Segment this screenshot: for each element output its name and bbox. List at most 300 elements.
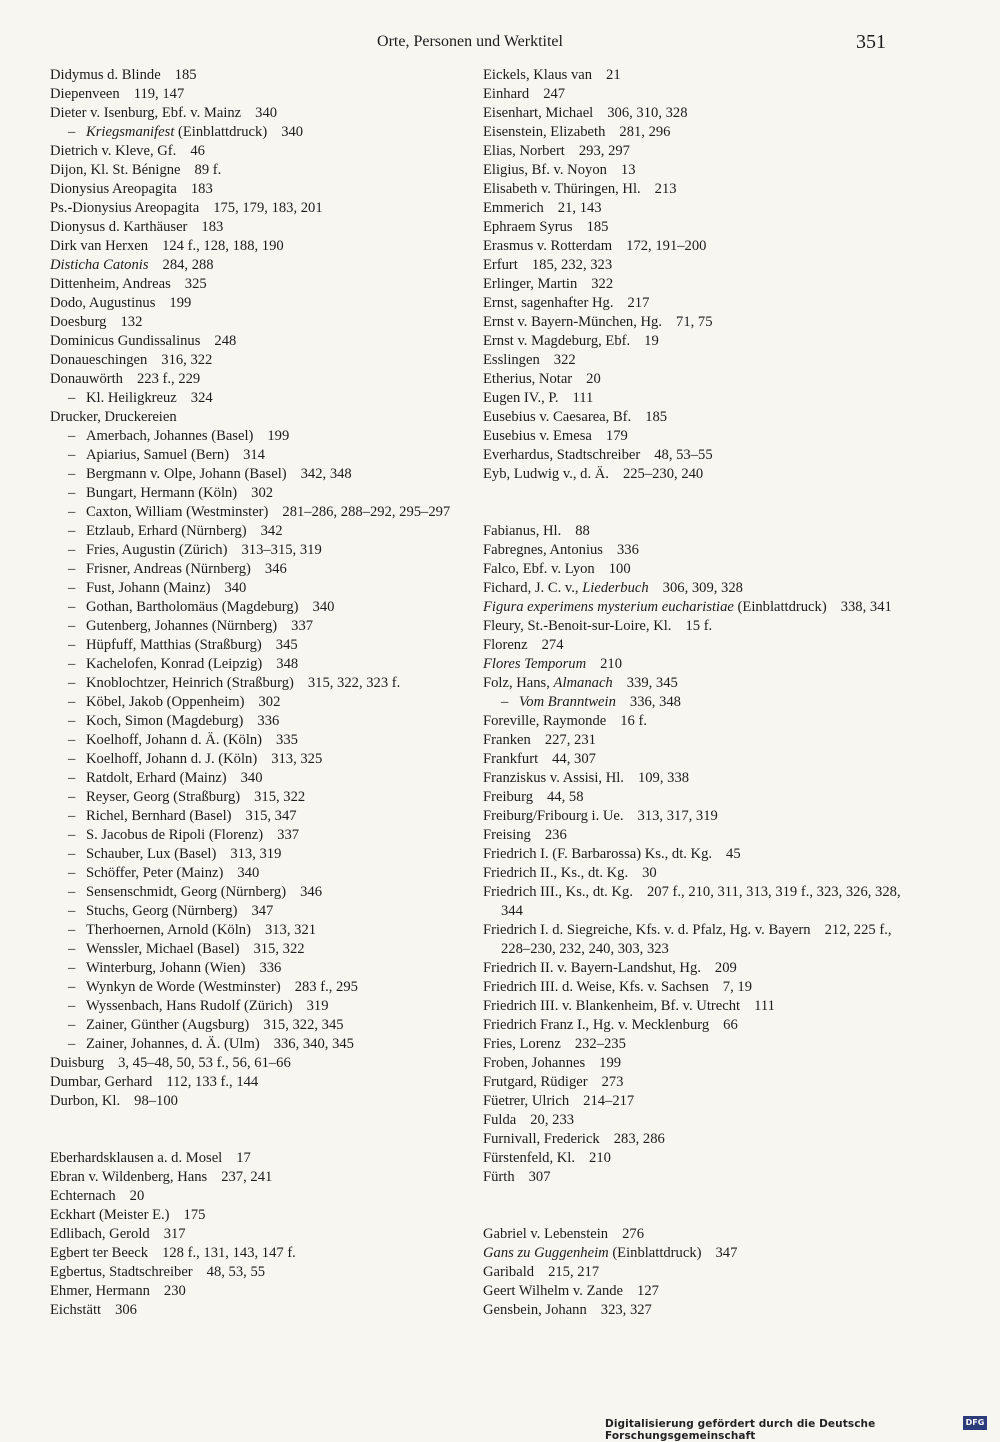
entry-page-refs: 21, 143 <box>557 200 602 216</box>
entry-page-refs: 323, 327 <box>600 1302 652 1318</box>
subentry-dash: – <box>68 504 76 520</box>
index-entry <box>50 237 470 256</box>
entry-term: Eusebius v. Caesarea, Bf. <box>483 409 632 425</box>
index-entry <box>483 275 913 294</box>
index-entry <box>50 1244 470 1263</box>
index-entry <box>50 332 470 351</box>
index-entry <box>50 1054 470 1073</box>
entry-term: Fulda <box>483 1112 517 1128</box>
entry-term: Durbon, Kl. <box>50 1093 121 1109</box>
entry-page-refs: 313, 319 <box>230 846 282 862</box>
index-entry <box>483 1092 913 1111</box>
index-entry <box>483 655 913 674</box>
index-entry <box>50 66 470 85</box>
entry-page-refs: 172, 191–200 <box>626 238 707 254</box>
entry-page-refs: 199 <box>169 295 192 311</box>
subentry-dash: – <box>501 694 509 710</box>
subentry-dash: – <box>68 675 76 691</box>
index-entry <box>50 142 470 161</box>
entry-page-refs: 340 <box>237 865 260 881</box>
entry-term: Friedrich II. v. Bayern-Landshut, Hg. <box>483 960 701 976</box>
index-subentry <box>50 674 470 693</box>
subentry-dash: – <box>68 618 76 634</box>
index-subentry <box>50 883 470 902</box>
index-entry <box>483 1130 913 1149</box>
entry-term: Schauber, Lux (Basel) <box>86 846 217 862</box>
entry-term: Hüpfuff, Matthias (Straßburg) <box>86 637 262 653</box>
index-entry <box>483 978 913 997</box>
entry-term: Ratdolt, Erhard (Mainz) <box>86 770 227 786</box>
index-entry <box>50 1206 470 1225</box>
index-entry <box>50 256 470 275</box>
subentry-dash: – <box>68 637 76 653</box>
entry-term: Therhoernen, Arnold (Köln) <box>86 922 251 938</box>
index-subentry <box>50 484 470 503</box>
entry-term: (Einblattdruck) <box>174 124 268 140</box>
entry-page-refs: 185 <box>586 219 609 235</box>
index-entry <box>483 85 913 104</box>
entry-term: Sensenschmidt, Georg (Nürnberg) <box>86 884 287 900</box>
entry-page-refs: 111 <box>754 998 775 1014</box>
entry-title-italic: Gans zu Guggenheim <box>483 1245 609 1261</box>
index-entry <box>483 617 913 636</box>
entry-page-refs: 183 <box>201 219 224 235</box>
index-subentry <box>50 1016 470 1035</box>
index-subentry <box>50 864 470 883</box>
entry-term: Stuchs, Georg (Nürnberg) <box>86 903 238 919</box>
entry-term: Ebran v. Wildenberg, Hans <box>50 1169 208 1185</box>
entry-page-refs: 336 <box>617 542 639 558</box>
footer-credit: Digitalisierung gefördert durch die Deutsche Forschungsgemeinschaft <box>605 1418 876 1442</box>
entry-term: Franken <box>483 732 531 748</box>
entry-page-refs: 185, 232, 323 <box>531 257 613 273</box>
entry-page-refs: 213 <box>654 181 677 197</box>
entry-term: Fürstenfeld, Kl. <box>483 1150 576 1166</box>
index-entry <box>483 1225 913 1244</box>
subentry-dash: – <box>68 922 76 938</box>
index-subentry <box>50 902 470 921</box>
entry-term: Gutenberg, Johannes (Nürnberg) <box>86 618 278 634</box>
index-subentry <box>50 750 470 769</box>
subentry-dash: – <box>68 542 76 558</box>
entry-term: Gabriel v. Lebenstein <box>483 1226 609 1242</box>
index-entry <box>50 218 470 237</box>
index-entry <box>50 370 470 389</box>
entry-term: Drucker, Druckereien <box>50 409 177 425</box>
index-entry <box>483 66 913 85</box>
entry-page-refs: 30 <box>642 865 657 881</box>
entry-term: Florenz <box>483 637 528 653</box>
entry-term: Dirk van Herxen <box>50 238 149 254</box>
entry-page-refs: 315, 322 <box>253 941 305 957</box>
entry-page-refs: 307 <box>528 1169 551 1185</box>
entry-page-refs: 209 <box>714 960 737 976</box>
entry-term: Caxton, William (Westminster) <box>86 504 269 520</box>
entry-term: Frutgard, Rüdiger <box>483 1074 588 1090</box>
entry-term: Friedrich I. d. Siegreiche, Kfs. v. d. Pfalz, Hg. v. Bayern <box>483 922 811 938</box>
entry-page-refs: 225–230, 240 <box>622 466 704 482</box>
entry-page-refs: 324 <box>190 390 213 406</box>
entry-page-refs: 346 <box>300 884 322 900</box>
entry-page-refs: 338, 341 <box>840 599 892 615</box>
index-entry <box>50 180 470 199</box>
subentry-dash: – <box>68 846 76 862</box>
index-entry <box>483 750 913 769</box>
entry-page-refs: 17 <box>236 1150 251 1166</box>
entry-term: Apiarius, Samuel (Bern) <box>86 447 230 463</box>
index-entry <box>483 332 913 351</box>
entry-term: Füetrer, Ulrich <box>483 1093 570 1109</box>
entry-page-refs: 347 <box>251 903 274 919</box>
index-entry <box>50 1263 470 1282</box>
index-entry <box>483 294 913 313</box>
entry-term: Schöffer, Peter (Mainz) <box>86 865 224 881</box>
index-entry <box>483 351 913 370</box>
entry-page-refs: 342 <box>260 523 283 539</box>
index-entry <box>483 465 913 484</box>
entry-title-italic: Figura experimens mysterium eucharistiae <box>483 599 734 615</box>
entry-term: Dittenheim, Andreas <box>50 276 171 292</box>
index-subentry <box>50 503 470 522</box>
entry-term: Didymus d. Blinde <box>50 67 161 83</box>
entry-page-refs: 347 <box>715 1245 738 1261</box>
entry-page-refs: 232–235 <box>574 1036 626 1052</box>
index-entry <box>50 408 470 427</box>
index-entry <box>50 1225 470 1244</box>
entry-page-refs: 46 <box>190 143 205 159</box>
entry-page-refs: 7, 19 <box>722 979 752 995</box>
index-entry <box>483 807 913 826</box>
entry-term: Dodo, Augustinus <box>50 295 156 311</box>
entry-term: Wyssenbach, Hans Rudolf (Zürich) <box>86 998 293 1014</box>
entry-term: Fries, Augustin (Zürich) <box>86 542 228 558</box>
index-entry <box>483 522 913 541</box>
index-entry <box>483 1149 913 1168</box>
entry-page-refs: 20 <box>586 371 601 387</box>
entry-page-refs: 3, 45–48, 50, 53 f., 56, 61–66 <box>118 1055 291 1071</box>
entry-page-refs: 21 <box>606 67 621 83</box>
entry-page-refs: 48, 53–55 <box>654 447 713 463</box>
entry-page-refs: 342, 348 <box>300 466 352 482</box>
entry-term: Egbertus, Stadtschreiber <box>50 1264 193 1280</box>
index-subentry <box>50 959 470 978</box>
entry-page-refs: 340 <box>312 599 335 615</box>
index-subentry <box>50 617 470 636</box>
entry-term: Frankfurt <box>483 751 539 767</box>
entry-term: Friedrich III., Ks., dt. Kg. <box>483 884 633 900</box>
entry-term: Elias, Norbert <box>483 143 565 159</box>
entry-term: Dominicus Gundissalinus <box>50 333 201 349</box>
index-entry <box>483 1111 913 1130</box>
index-entry <box>483 769 913 788</box>
index-subentry <box>483 693 913 712</box>
index-entry <box>483 1282 913 1301</box>
entry-term: Friedrich III. v. Blankenheim, Bf. v. Utrecht <box>483 998 741 1014</box>
entry-term: Fürth <box>483 1169 515 1185</box>
entry-title-italic: Almanach <box>553 675 613 691</box>
entry-term: Frisner, Andreas (Nürnberg) <box>86 561 251 577</box>
entry-page-refs: 119, 147 <box>133 86 185 102</box>
index-entry <box>483 921 913 959</box>
entry-page-refs: 313, 317, 319 <box>637 808 718 824</box>
entry-page-refs: 247 <box>543 86 566 102</box>
entry-page-refs: 236 <box>544 827 567 843</box>
entry-page-refs: 283, 286 <box>613 1131 665 1147</box>
section-gap <box>483 1187 913 1206</box>
entry-page-refs: 316, 322 <box>161 352 213 368</box>
subentry-dash: – <box>68 808 76 824</box>
entry-term: Friedrich III. d. Weise, Kfs. v. Sachsen <box>483 979 709 995</box>
entry-page-refs: 276 <box>622 1226 644 1242</box>
entry-page-refs: 336, 340, 345 <box>273 1036 354 1052</box>
subentry-dash: – <box>68 523 76 539</box>
entry-term: Richel, Bernhard (Basel) <box>86 808 232 824</box>
entry-page-refs: 335 <box>276 732 298 748</box>
entry-term: Fichard, J. C. v., <box>483 580 583 596</box>
subentry-dash: – <box>68 561 76 577</box>
entry-page-refs: 336 <box>259 960 282 976</box>
index-entry <box>483 427 913 446</box>
subentry-dash: – <box>68 960 76 976</box>
index-entry <box>483 1016 913 1035</box>
entry-page-refs: 325 <box>184 276 207 292</box>
subentry-dash: – <box>68 428 76 444</box>
entry-page-refs: 336 <box>257 713 280 729</box>
entry-page-refs: 185 <box>174 67 197 83</box>
entry-page-refs: 293, 297 <box>578 143 630 159</box>
index-subentry <box>50 1035 470 1054</box>
index-column-left <box>50 66 470 1320</box>
entry-term: Eisenstein, Elizabeth <box>483 124 606 140</box>
entry-term: Ehmer, Hermann <box>50 1283 150 1299</box>
entry-term: Fabregnes, Antonius <box>483 542 603 558</box>
index-subentry <box>50 598 470 617</box>
entry-term: Eugen IV., P. <box>483 390 559 406</box>
index-subentry <box>50 541 470 560</box>
entry-page-refs: 111 <box>572 390 594 406</box>
index-subentry <box>50 826 470 845</box>
entry-page-refs: 306, 310, 328 <box>607 105 688 121</box>
entry-page-refs: 212, 225 f., 228–230, 232, 240, 303, 323 <box>501 922 892 957</box>
index-entry <box>483 712 913 731</box>
entry-page-refs: 100 <box>608 561 631 577</box>
entry-page-refs: 48, 53, 55 <box>206 1264 266 1280</box>
entry-page-refs: 315, 322, 345 <box>263 1017 344 1033</box>
entry-term: Fabianus, Hl. <box>483 523 562 539</box>
subentry-dash: – <box>68 124 76 140</box>
entry-page-refs: 175 <box>183 1207 206 1223</box>
index-column-right <box>483 66 913 1320</box>
entry-page-refs: 273 <box>601 1074 624 1090</box>
entry-page-refs: 44, 307 <box>552 751 596 767</box>
entry-page-refs: 281–286, 288–292, 295–297 <box>282 504 451 520</box>
entry-term: Ps.-Dionysius Areopagita <box>50 200 200 216</box>
index-subentry <box>50 769 470 788</box>
index-entry <box>483 845 913 864</box>
entry-term: Duisburg <box>50 1055 105 1071</box>
index-entry <box>50 199 470 218</box>
entry-term: Erasmus v. Rotterdam <box>483 238 613 254</box>
subentry-dash: – <box>68 732 76 748</box>
entry-page-refs: 71, 75 <box>676 314 713 330</box>
index-entry <box>483 1301 913 1320</box>
entry-term: Friedrich Franz I., Hg. v. Mecklenburg <box>483 1017 710 1033</box>
entry-term: Wynkyn de Worde (Westminster) <box>86 979 281 995</box>
entry-term: Koch, Simon (Magdeburg) <box>86 713 244 729</box>
entry-term: Fries, Lorenz <box>483 1036 561 1052</box>
entry-page-refs: 132 <box>120 314 143 330</box>
index-entry <box>483 959 913 978</box>
index-entry <box>483 408 913 427</box>
index-subentry <box>50 636 470 655</box>
subentry-dash: – <box>68 580 76 596</box>
entry-term: Einhard <box>483 86 530 102</box>
index-entry <box>483 1263 913 1282</box>
entry-term: Dieter v. Isenburg, Ebf. v. Mainz <box>50 105 242 121</box>
entry-term: Koelhoff, Johann d. J. (Köln) <box>86 751 258 767</box>
section-gap <box>50 1111 470 1130</box>
entry-term: Eichstätt <box>50 1302 102 1318</box>
entry-term: Eberhardsklausen a. d. Mosel <box>50 1150 223 1166</box>
index-entry <box>483 161 913 180</box>
entry-page-refs: 175, 179, 183, 201 <box>213 200 323 216</box>
entry-page-refs: 348 <box>276 656 299 672</box>
entry-term: Garibald <box>483 1264 535 1280</box>
entry-term: Franziskus v. Assisi, Hl. <box>483 770 624 786</box>
index-entry <box>483 1244 913 1263</box>
entry-term: Freiburg/Fribourg i. Ue. <box>483 808 624 824</box>
index-entry <box>483 1073 913 1092</box>
index-entry <box>483 674 913 693</box>
index-entry <box>483 579 913 598</box>
entry-page-refs: 274 <box>541 637 564 653</box>
entry-term: Dumbar, Gerhard <box>50 1074 153 1090</box>
entry-term: (Einblattdruck) <box>733 599 827 615</box>
entry-page-refs: 15 f. <box>685 618 713 634</box>
entry-term: Etherius, Notar <box>483 371 573 387</box>
index-subentry <box>50 788 470 807</box>
entry-term: Winterburg, Johann (Wien) <box>86 960 246 976</box>
entry-term: S. Jacobus de Ripoli (Florenz) <box>86 827 264 843</box>
index-entry <box>50 275 470 294</box>
entry-term: Gensbein, Johann <box>483 1302 587 1318</box>
index-subentry <box>50 807 470 826</box>
index-entry <box>50 351 470 370</box>
entry-page-refs: 227, 231 <box>544 732 596 748</box>
entry-term: Doesburg <box>50 314 107 330</box>
index-subentry <box>50 465 470 484</box>
entry-term: Köbel, Jakob (Oppenheim) <box>86 694 245 710</box>
section-gap <box>483 484 913 503</box>
subentry-dash: – <box>68 770 76 786</box>
subentry-dash: – <box>68 466 76 482</box>
entry-page-refs: 89 f. <box>194 162 222 178</box>
index-subentry <box>50 579 470 598</box>
subentry-dash: – <box>68 903 76 919</box>
index-entry <box>483 997 913 1016</box>
entry-page-refs: 13 <box>620 162 636 178</box>
entry-page-refs: 306 <box>115 1302 137 1318</box>
subentry-dash: – <box>68 941 76 957</box>
index-entry <box>50 1301 470 1320</box>
entry-term: Donauwörth <box>50 371 123 387</box>
entry-page-refs: 339, 345 <box>626 675 678 691</box>
index-entry <box>483 237 913 256</box>
entry-page-refs: 88 <box>575 523 590 539</box>
index-entry <box>50 1168 470 1187</box>
page-number: 351 <box>856 31 886 53</box>
entry-page-refs: 315, 347 <box>245 808 297 824</box>
entry-page-refs: 215, 217 <box>548 1264 600 1280</box>
index-entry <box>50 161 470 180</box>
entry-term: Eligius, Bf. v. Noyon <box>483 162 607 178</box>
entry-title-italic: Vom Branntwein <box>519 694 616 710</box>
entry-term: Echternach <box>50 1188 116 1204</box>
index-entry <box>483 636 913 655</box>
entry-page-refs: 306, 309, 328 <box>662 580 743 596</box>
subentry-dash: – <box>68 447 76 463</box>
entry-term: Diepenveen <box>50 86 120 102</box>
index-subentry <box>50 997 470 1016</box>
entry-page-refs: 314 <box>243 447 265 463</box>
entry-page-refs: 183 <box>190 181 213 197</box>
index-subentry <box>50 446 470 465</box>
entry-page-refs: 210 <box>589 1150 611 1166</box>
subentry-dash: – <box>68 998 76 1014</box>
entry-page-refs: 336, 348 <box>629 694 681 710</box>
entry-term: Reyser, Georg (Straßburg) <box>86 789 241 805</box>
dfg-logo: DFG <box>963 1416 987 1430</box>
index-subentry <box>50 731 470 750</box>
entry-page-refs: 44, 58 <box>547 789 584 805</box>
entry-term: Ernst, sagenhafter Hg. <box>483 295 614 311</box>
index-entry <box>50 1149 470 1168</box>
index-subentry <box>50 655 470 674</box>
index-entry <box>483 446 913 465</box>
entry-page-refs: 210 <box>600 656 623 672</box>
entry-term: Elisabeth v. Thüringen, Hl. <box>483 181 641 197</box>
index-entry <box>483 731 913 750</box>
index-entry <box>483 541 913 560</box>
entry-page-refs: 199 <box>267 428 290 444</box>
subentry-dash: – <box>68 1017 76 1033</box>
entry-page-refs: 322 <box>553 352 576 368</box>
index-entry <box>483 123 913 142</box>
index-entry <box>50 1092 470 1111</box>
subentry-dash: – <box>68 656 76 672</box>
entry-page-refs: 313–315, 319 <box>241 542 322 558</box>
entry-term: Koelhoff, Johann d. Ä. (Köln) <box>86 732 263 748</box>
entry-term: Emmerich <box>483 200 544 216</box>
entry-term: Bergmann v. Olpe, Johann (Basel) <box>86 466 287 482</box>
index-entry <box>483 142 913 161</box>
entry-page-refs: 313, 321 <box>264 922 317 938</box>
entry-term: Wenssler, Michael (Basel) <box>86 941 240 957</box>
section-gap <box>50 1130 470 1149</box>
entry-page-refs: 98–100 <box>134 1093 178 1109</box>
entry-term: Freiburg <box>483 789 533 805</box>
entry-term: Ernst v. Bayern-München, Hg. <box>483 314 663 330</box>
index-entry <box>50 294 470 313</box>
entry-page-refs: 284, 288 <box>162 257 214 273</box>
index-subentry <box>50 921 470 940</box>
index-entry <box>483 180 913 199</box>
entry-term: Foreville, Raymonde <box>483 713 607 729</box>
entry-page-refs: 319 <box>306 998 329 1014</box>
entry-page-refs: 124 f., 128, 188, 190 <box>162 238 284 254</box>
index-entry <box>483 313 913 332</box>
entry-page-refs: 179 <box>605 428 628 444</box>
